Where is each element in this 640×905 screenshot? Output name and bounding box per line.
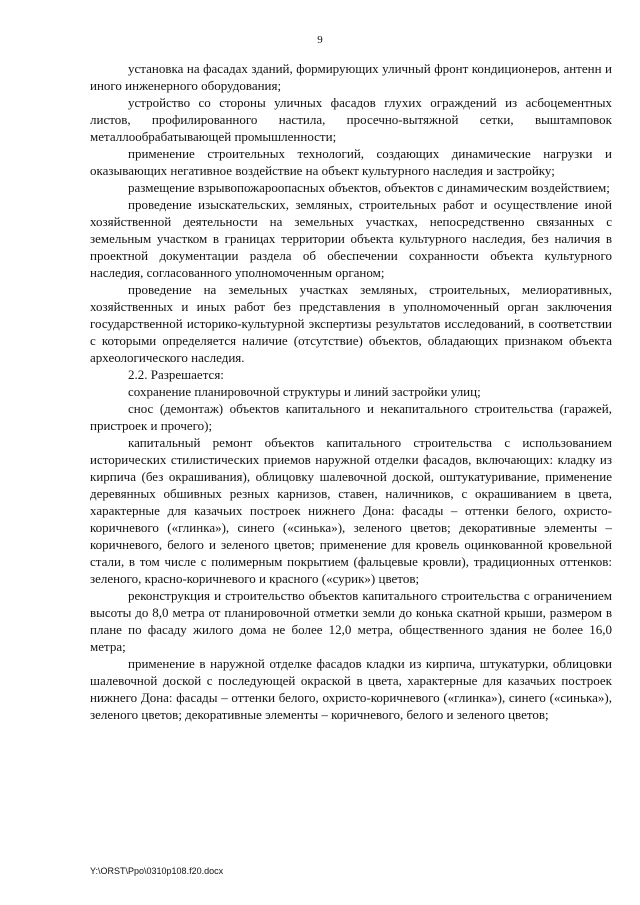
paragraph: реконструкция и строительство объектов капитального строительства с ограничением высоты до 8,0 метра от планировочной отметки земли до конька скатной крыши, размером в плане по фасаду жилого дома не более 12,0 метра, общественного здания не более 16,0 метра; [90, 588, 612, 654]
paragraph: установка на фасадах зданий, формирующих уличный фронт кондиционеров, антенн и иного инженерного оборудования; [90, 61, 612, 93]
document-body [90, 60, 612, 723]
page-number: 9 [317, 34, 323, 46]
footer-file-path: Y:\ORST\Ppo\0310p108.f20.docx [90, 866, 224, 876]
paragraph: проведение изыскательских, земляных, строительных работ и осуществление иной хозяйственной деятельности на земельных участках, непосредственно связанных с земельным участком в границах территории объекта культурного наследия, без наличия в проектной документации раздела об обеспечении сохранности объекта культурного наследия, согласованного уполномоченным органом; [90, 197, 612, 280]
paragraph: сохранение планировочной структуры и линий застройки улиц; [128, 384, 481, 399]
paragraph: устройство со стороны уличных фасадов глухих ограждений из асбоцементных листов, профилированного настила, просечно-вытяжной сетки, выштамповок металлообрабатывающей промышленности; [90, 95, 612, 144]
paragraph: размещение взрывопожароопасных объектов, объектов с динамическим воздействием; [128, 180, 610, 195]
paragraph: снос (демонтаж) объектов капитального и некапитального строительства (гаражей, пристроек и прочего); [90, 401, 612, 433]
paragraph: капитальный ремонт объектов капитального строительства с использованием исторических стилистических приемов наружной отделки фасадов, включающих: кладку из кирпича (без окрашивания), облицовку шалевочной доской, оштукатуривание, применение деревянных обшивных резных карнизов, ставен, наличников, с окрашиванием в цвета, характерные для казачьих построек нижнего Дона: фасады – оттенки белого, охристо-коричневого («глинка»), синего («синька»), зеленого цветов; декоративные элементы – коричневого, белого и зеленого цветов; применение для кровель оцинкованной кровельной стали, в том числе с полимерным покрытием (фальцевые кровли), традиционных оттенков: зеленого, красно-коричневого и красного («сурик») цветов; [90, 435, 612, 586]
section-heading: 2.2. Разрешается: [128, 367, 224, 382]
paragraph: применение строительных технологий, создающих динамические нагрузки и оказывающих негативное воздействие на объект культурного наследия и застройку; [90, 146, 612, 178]
paragraph: проведение на земельных участках земляных, строительных, мелиоративных, хозяйственных и иных работ без представления в уполномоченный орган заключения государственной историко-культурной экспертизы результатов исследований, в соответствии с которыми определяется наличие (отсутствие) объектов, обладающих признаком объекта археологического наследия. [90, 282, 612, 365]
paragraph: применение в наружной отделке фасадов кладки из кирпича, штукатурки, облицовки шалевочной доской с последующей окраской в цвета, характерные для казачьих построек нижнего Дона: фасады – оттенки белого, охристо-коричневого («глинка»), синего («синька»), зеленого цветов; декоративные элементы – коричневого, белого и зеленого цветов; [90, 656, 612, 722]
